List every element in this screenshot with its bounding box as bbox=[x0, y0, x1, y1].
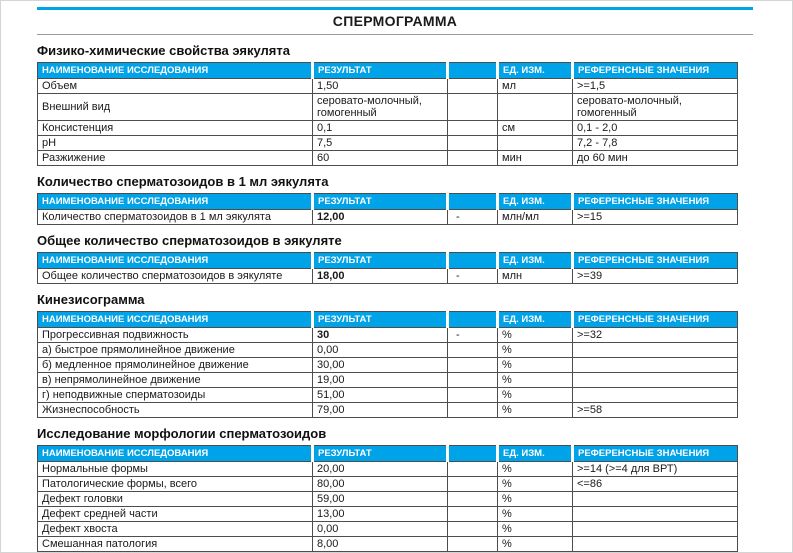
cell-result: 79,00 bbox=[313, 403, 448, 418]
table-header-row bbox=[38, 446, 738, 462]
table-body bbox=[38, 462, 738, 552]
cell-unit: % bbox=[498, 537, 573, 552]
cell-result: 12,00 bbox=[313, 210, 448, 225]
table-header-row bbox=[38, 194, 738, 210]
cell-unit bbox=[498, 94, 573, 121]
cell-reference: серовато-молочный, гомогенный bbox=[573, 94, 738, 121]
cell-result: 7,5 bbox=[313, 136, 448, 151]
report-section bbox=[37, 233, 753, 284]
cell-reference: 0,1 - 2,0 bbox=[573, 121, 738, 136]
cell-unit: % bbox=[498, 388, 573, 403]
report-section bbox=[37, 426, 753, 552]
header-result: РЕЗУЛЬТАТ bbox=[313, 63, 448, 79]
cell-flag bbox=[448, 477, 498, 492]
document-title: СПЕРМОГРАММА bbox=[332, 13, 458, 29]
results-table bbox=[37, 62, 738, 166]
table-row bbox=[38, 121, 738, 136]
header-reference: РЕФЕРЕНСНЫЕ ЗНАЧЕНИЯ bbox=[573, 253, 738, 269]
header-flag bbox=[448, 194, 498, 210]
header-reference: РЕФЕРЕНСНЫЕ ЗНАЧЕНИЯ bbox=[573, 63, 738, 79]
table-row bbox=[38, 328, 738, 343]
header-reference: РЕФЕРЕНСНЫЕ ЗНАЧЕНИЯ bbox=[573, 446, 738, 462]
header-unit: ЕД. ИЗМ. bbox=[498, 63, 573, 79]
table-row bbox=[38, 269, 738, 284]
cell-flag bbox=[448, 373, 498, 388]
header-reference: РЕФЕРЕНСНЫЕ ЗНАЧЕНИЯ bbox=[573, 194, 738, 210]
cell-unit: мин bbox=[498, 151, 573, 166]
cell-unit: % bbox=[498, 403, 573, 418]
cell-unit bbox=[498, 136, 573, 151]
cell-reference: >=15 bbox=[573, 210, 738, 225]
header-unit: ЕД. ИЗМ. bbox=[498, 194, 573, 210]
cell-flag bbox=[448, 388, 498, 403]
cell-unit: % bbox=[498, 343, 573, 358]
table-row bbox=[38, 210, 738, 225]
cell-result: 30 bbox=[313, 328, 448, 343]
table-header-row bbox=[38, 63, 738, 79]
cell-reference bbox=[573, 522, 738, 537]
cell-flag bbox=[448, 462, 498, 477]
cell-result: 1,50 bbox=[313, 79, 448, 94]
cell-name: Общее количество сперматозоидов в эякуляте bbox=[38, 269, 313, 284]
cell-reference: >=14 (>=4 для ВРТ) bbox=[573, 462, 738, 477]
cell-name: Дефект хвоста bbox=[38, 522, 313, 537]
header-result: РЕЗУЛЬТАТ bbox=[313, 446, 448, 462]
cell-name: Дефект средней части bbox=[38, 507, 313, 522]
header-name: НАИМЕНОВАНИЕ ИССЛЕДОВАНИЯ bbox=[38, 253, 313, 269]
cell-unit: % bbox=[498, 358, 573, 373]
header-result: РЕЗУЛЬТАТ bbox=[313, 194, 448, 210]
cell-flag bbox=[448, 522, 498, 537]
results-table bbox=[37, 311, 738, 418]
cell-name: Разжижение bbox=[38, 151, 313, 166]
cell-name: Смешанная патология bbox=[38, 537, 313, 552]
cell-unit: млн/мл bbox=[498, 210, 573, 225]
results-table bbox=[37, 445, 738, 552]
cell-result: 0,1 bbox=[313, 121, 448, 136]
cell-flag bbox=[448, 136, 498, 151]
section-title: Кинезисограмма bbox=[37, 292, 145, 307]
cell-flag bbox=[448, 403, 498, 418]
header-name: НАИМЕНОВАНИЕ ИССЛЕДОВАНИЯ bbox=[38, 312, 313, 328]
cell-flag bbox=[448, 121, 498, 136]
header-unit: ЕД. ИЗМ. bbox=[498, 312, 573, 328]
cell-name: г) неподвижные сперматозоиды bbox=[38, 388, 313, 403]
cell-result: 19,00 bbox=[313, 373, 448, 388]
report-section bbox=[37, 43, 753, 166]
cell-flag bbox=[448, 358, 498, 373]
cell-unit: см bbox=[498, 121, 573, 136]
table-row bbox=[38, 79, 738, 94]
table-row bbox=[38, 343, 738, 358]
results-table bbox=[37, 193, 738, 225]
header-unit: ЕД. ИЗМ. bbox=[498, 446, 573, 462]
cell-result: 20,00 bbox=[313, 462, 448, 477]
cell-result: 0,00 bbox=[313, 343, 448, 358]
cell-reference: >=39 bbox=[573, 269, 738, 284]
cell-result: 8,00 bbox=[313, 537, 448, 552]
cell-reference bbox=[573, 492, 738, 507]
table-row bbox=[38, 537, 738, 552]
cell-flag bbox=[448, 343, 498, 358]
cell-result: 30,00 bbox=[313, 358, 448, 373]
cell-unit: млн bbox=[498, 269, 573, 284]
cell-reference bbox=[573, 388, 738, 403]
header-flag bbox=[448, 253, 498, 269]
sections-container bbox=[37, 43, 753, 552]
section-title: Исследование морфологии сперматозоидов bbox=[37, 426, 327, 441]
section-title: Физико-химические свойства эякулята bbox=[37, 43, 290, 58]
cell-name: Консистенция bbox=[38, 121, 313, 136]
cell-unit: % bbox=[498, 328, 573, 343]
cell-result: 13,00 bbox=[313, 507, 448, 522]
cell-result: 80,00 bbox=[313, 477, 448, 492]
cell-name: а) быстрое прямолинейное движение bbox=[38, 343, 313, 358]
top-accent-line bbox=[37, 7, 753, 10]
cell-unit: % bbox=[498, 507, 573, 522]
cell-unit: % bbox=[498, 477, 573, 492]
cell-name: Патологические формы, всего bbox=[38, 477, 313, 492]
cell-unit: % bbox=[498, 373, 573, 388]
cell-result: 60 bbox=[313, 151, 448, 166]
header-result: РЕЗУЛЬТАТ bbox=[313, 253, 448, 269]
cell-result: 0,00 bbox=[313, 522, 448, 537]
table-row bbox=[38, 151, 738, 166]
title-divider bbox=[37, 34, 753, 35]
cell-unit: % bbox=[498, 522, 573, 537]
results-table bbox=[37, 252, 738, 284]
table-row bbox=[38, 94, 738, 121]
cell-flag bbox=[448, 94, 498, 121]
table-body bbox=[38, 328, 738, 418]
cell-reference: >=1,5 bbox=[573, 79, 738, 94]
header-name: НАИМЕНОВАНИЕ ИССЛЕДОВАНИЯ bbox=[38, 63, 313, 79]
header-name: НАИМЕНОВАНИЕ ИССЛЕДОВАНИЯ bbox=[38, 446, 313, 462]
header-reference: РЕФЕРЕНСНЫЕ ЗНАЧЕНИЯ bbox=[573, 312, 738, 328]
cell-flag bbox=[448, 492, 498, 507]
cell-reference: 7,2 - 7,8 bbox=[573, 136, 738, 151]
cell-flag bbox=[448, 79, 498, 94]
header-unit: ЕД. ИЗМ. bbox=[498, 253, 573, 269]
section-title: Количество сперматозоидов в 1 мл эякулята bbox=[37, 174, 329, 189]
table-row bbox=[38, 522, 738, 537]
cell-result: 18,00 bbox=[313, 269, 448, 284]
header-flag bbox=[448, 63, 498, 79]
table-row bbox=[38, 462, 738, 477]
cell-flag bbox=[448, 151, 498, 166]
table-body bbox=[38, 269, 738, 284]
cell-reference bbox=[573, 358, 738, 373]
cell-reference bbox=[573, 373, 738, 388]
cell-reference bbox=[573, 507, 738, 522]
table-row bbox=[38, 373, 738, 388]
cell-reference: >=58 bbox=[573, 403, 738, 418]
cell-flag bbox=[448, 507, 498, 522]
cell-reference: до 60 мин bbox=[573, 151, 738, 166]
cell-name: Количество сперматозоидов в 1 мл эякулята bbox=[38, 210, 313, 225]
cell-name: Жизнеспособность bbox=[38, 403, 313, 418]
cell-name: Дефект головки bbox=[38, 492, 313, 507]
report-section bbox=[37, 174, 753, 225]
cell-flag: - bbox=[448, 210, 498, 225]
cell-name: Внешний вид bbox=[38, 94, 313, 121]
table-row bbox=[38, 388, 738, 403]
cell-flag: - bbox=[448, 269, 498, 284]
table-row bbox=[38, 507, 738, 522]
cell-result: серовато-молочный, гомогенный bbox=[313, 94, 448, 121]
table-row bbox=[38, 358, 738, 373]
table-row bbox=[38, 492, 738, 507]
cell-name: Прогрессивная подвижность bbox=[38, 328, 313, 343]
header-flag bbox=[448, 312, 498, 328]
table-header-row bbox=[38, 253, 738, 269]
cell-reference: >=32 bbox=[573, 328, 738, 343]
cell-name: б) медленное прямолинейное движение bbox=[38, 358, 313, 373]
cell-name: Объем bbox=[38, 79, 313, 94]
cell-unit: % bbox=[498, 492, 573, 507]
cell-result: 51,00 bbox=[313, 388, 448, 403]
cell-flag: - bbox=[448, 328, 498, 343]
cell-reference: <=86 bbox=[573, 477, 738, 492]
cell-name: в) непрямолинейное движение bbox=[38, 373, 313, 388]
cell-reference bbox=[573, 537, 738, 552]
cell-name: Нормальные формы bbox=[38, 462, 313, 477]
cell-name: pH bbox=[38, 136, 313, 151]
cell-result: 59,00 bbox=[313, 492, 448, 507]
table-row bbox=[38, 403, 738, 418]
table-body bbox=[38, 210, 738, 225]
cell-unit: мл bbox=[498, 79, 573, 94]
report-section bbox=[37, 292, 753, 418]
table-row bbox=[38, 136, 738, 151]
table-header-row bbox=[38, 312, 738, 328]
cell-flag bbox=[448, 537, 498, 552]
table-row bbox=[38, 477, 738, 492]
header-name: НАИМЕНОВАНИЕ ИССЛЕДОВАНИЯ bbox=[38, 194, 313, 210]
header-flag bbox=[448, 446, 498, 462]
cell-unit: % bbox=[498, 462, 573, 477]
table-body bbox=[38, 79, 738, 166]
section-title: Общее количество сперматозоидов в эякуляте bbox=[37, 233, 342, 248]
header-result: РЕЗУЛЬТАТ bbox=[313, 312, 448, 328]
cell-reference bbox=[573, 343, 738, 358]
